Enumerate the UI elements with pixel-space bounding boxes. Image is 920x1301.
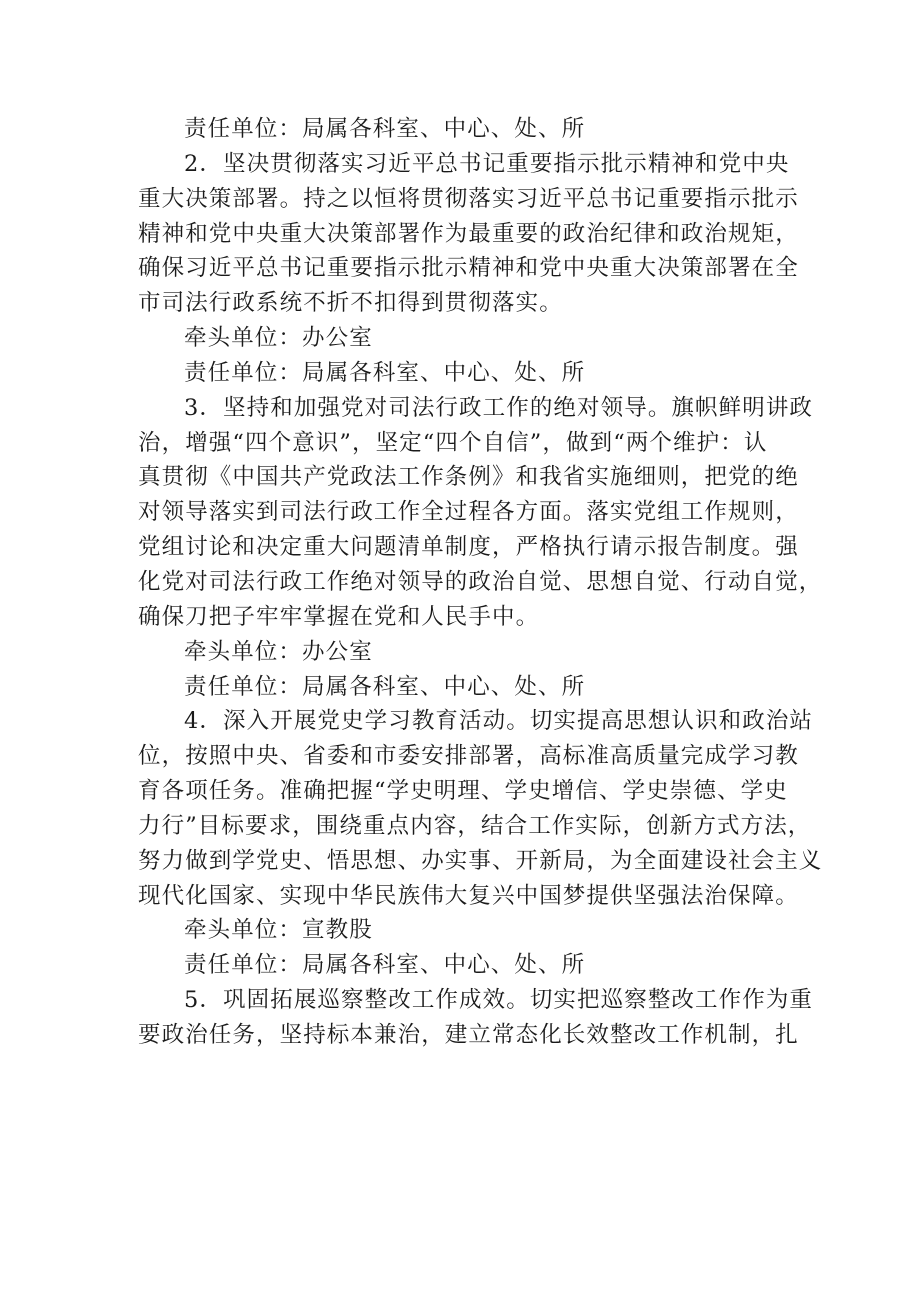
- text-line: 要政治任务，坚持标本兼治，建立常态化长效整改工作机制，扎: [138, 1021, 799, 1048]
- text-line: 5．巩固拓展巡察整改工作成效。切实把巡察整改工作作为重: [184, 987, 814, 1014]
- text-line: 努力做到学党史、悟思想、办实事、开新局，为全面建设社会主义: [138, 847, 823, 874]
- text-line: 真贯彻《中国共产党政法工作条例》和我省实施细则，把党的绝: [138, 464, 799, 491]
- text-line: 现代化国家、实现中华民族伟大复兴中国梦提供坚强法治保障。: [138, 882, 799, 909]
- text-line: 党组讨论和决定重大问题清单制度，严格执行请示报告制度。强: [138, 534, 799, 561]
- text-line: 牵头单位：办公室: [184, 638, 373, 665]
- text-line: 责任单位：局属各科室、中心、处、所: [184, 952, 586, 979]
- text-line: 责任单位：局属各科室、中心、处、所: [184, 116, 586, 142]
- text-line: 确保刀把子牢牢掌握在党和人民手中。: [138, 603, 540, 630]
- text-line: 对领导落实到司法行政工作全过程各方面。落实党组工作规则，: [138, 499, 799, 526]
- text-line: 精神和党中央重大决策部署作为最重要的政治纪律和政治规矩，: [138, 220, 799, 247]
- text-line: 3．坚持和加强党对司法行政工作的绝对领导。旗帜鲜明讲政: [184, 394, 814, 421]
- text-line: 育各项任务。准确把握“学史明理、学史增信、学史崇德、学史: [138, 778, 788, 805]
- document-body: [138, 112, 823, 1053]
- text-line: 2．坚决贯彻落实习近平总书记重要指示批示精神和党中央: [184, 150, 790, 177]
- text-line: 化党对司法行政工作绝对领导的政治自觉、思想自觉、行动自觉，: [138, 568, 823, 595]
- text-line: 牵头单位：办公室: [184, 325, 373, 352]
- text-line: 市司法行政系统不折不扣得到贯彻落实。: [138, 290, 563, 317]
- text-line: 责任单位：局属各科室、中心、处、所: [184, 359, 586, 386]
- text-line: 责任单位：局属各科室、中心、处、所: [184, 673, 586, 700]
- text-line: 位，按照中央、省委和市委安排部署，高标准高质量完成学习教: [138, 743, 799, 770]
- text-line: 4．深入开展党史学习教育活动。切实提高思想认识和政治站: [184, 708, 814, 735]
- text-line: 确保习近平总书记重要指示批示精神和党中央重大决策部署在全: [138, 255, 799, 282]
- text-line: 牵头单位：宣教股: [184, 917, 373, 944]
- text-line: 力行”目标要求，围绕重点内容，结合工作实际，创新方式方法，: [138, 812, 812, 839]
- text-line: 重大决策部署。持之以恒将贯彻落实习近平总书记重要指示批示: [138, 185, 799, 212]
- text-line: 治，增强“四个意识”，坚定“四个自信”，做到“两个维护：认: [138, 429, 768, 456]
